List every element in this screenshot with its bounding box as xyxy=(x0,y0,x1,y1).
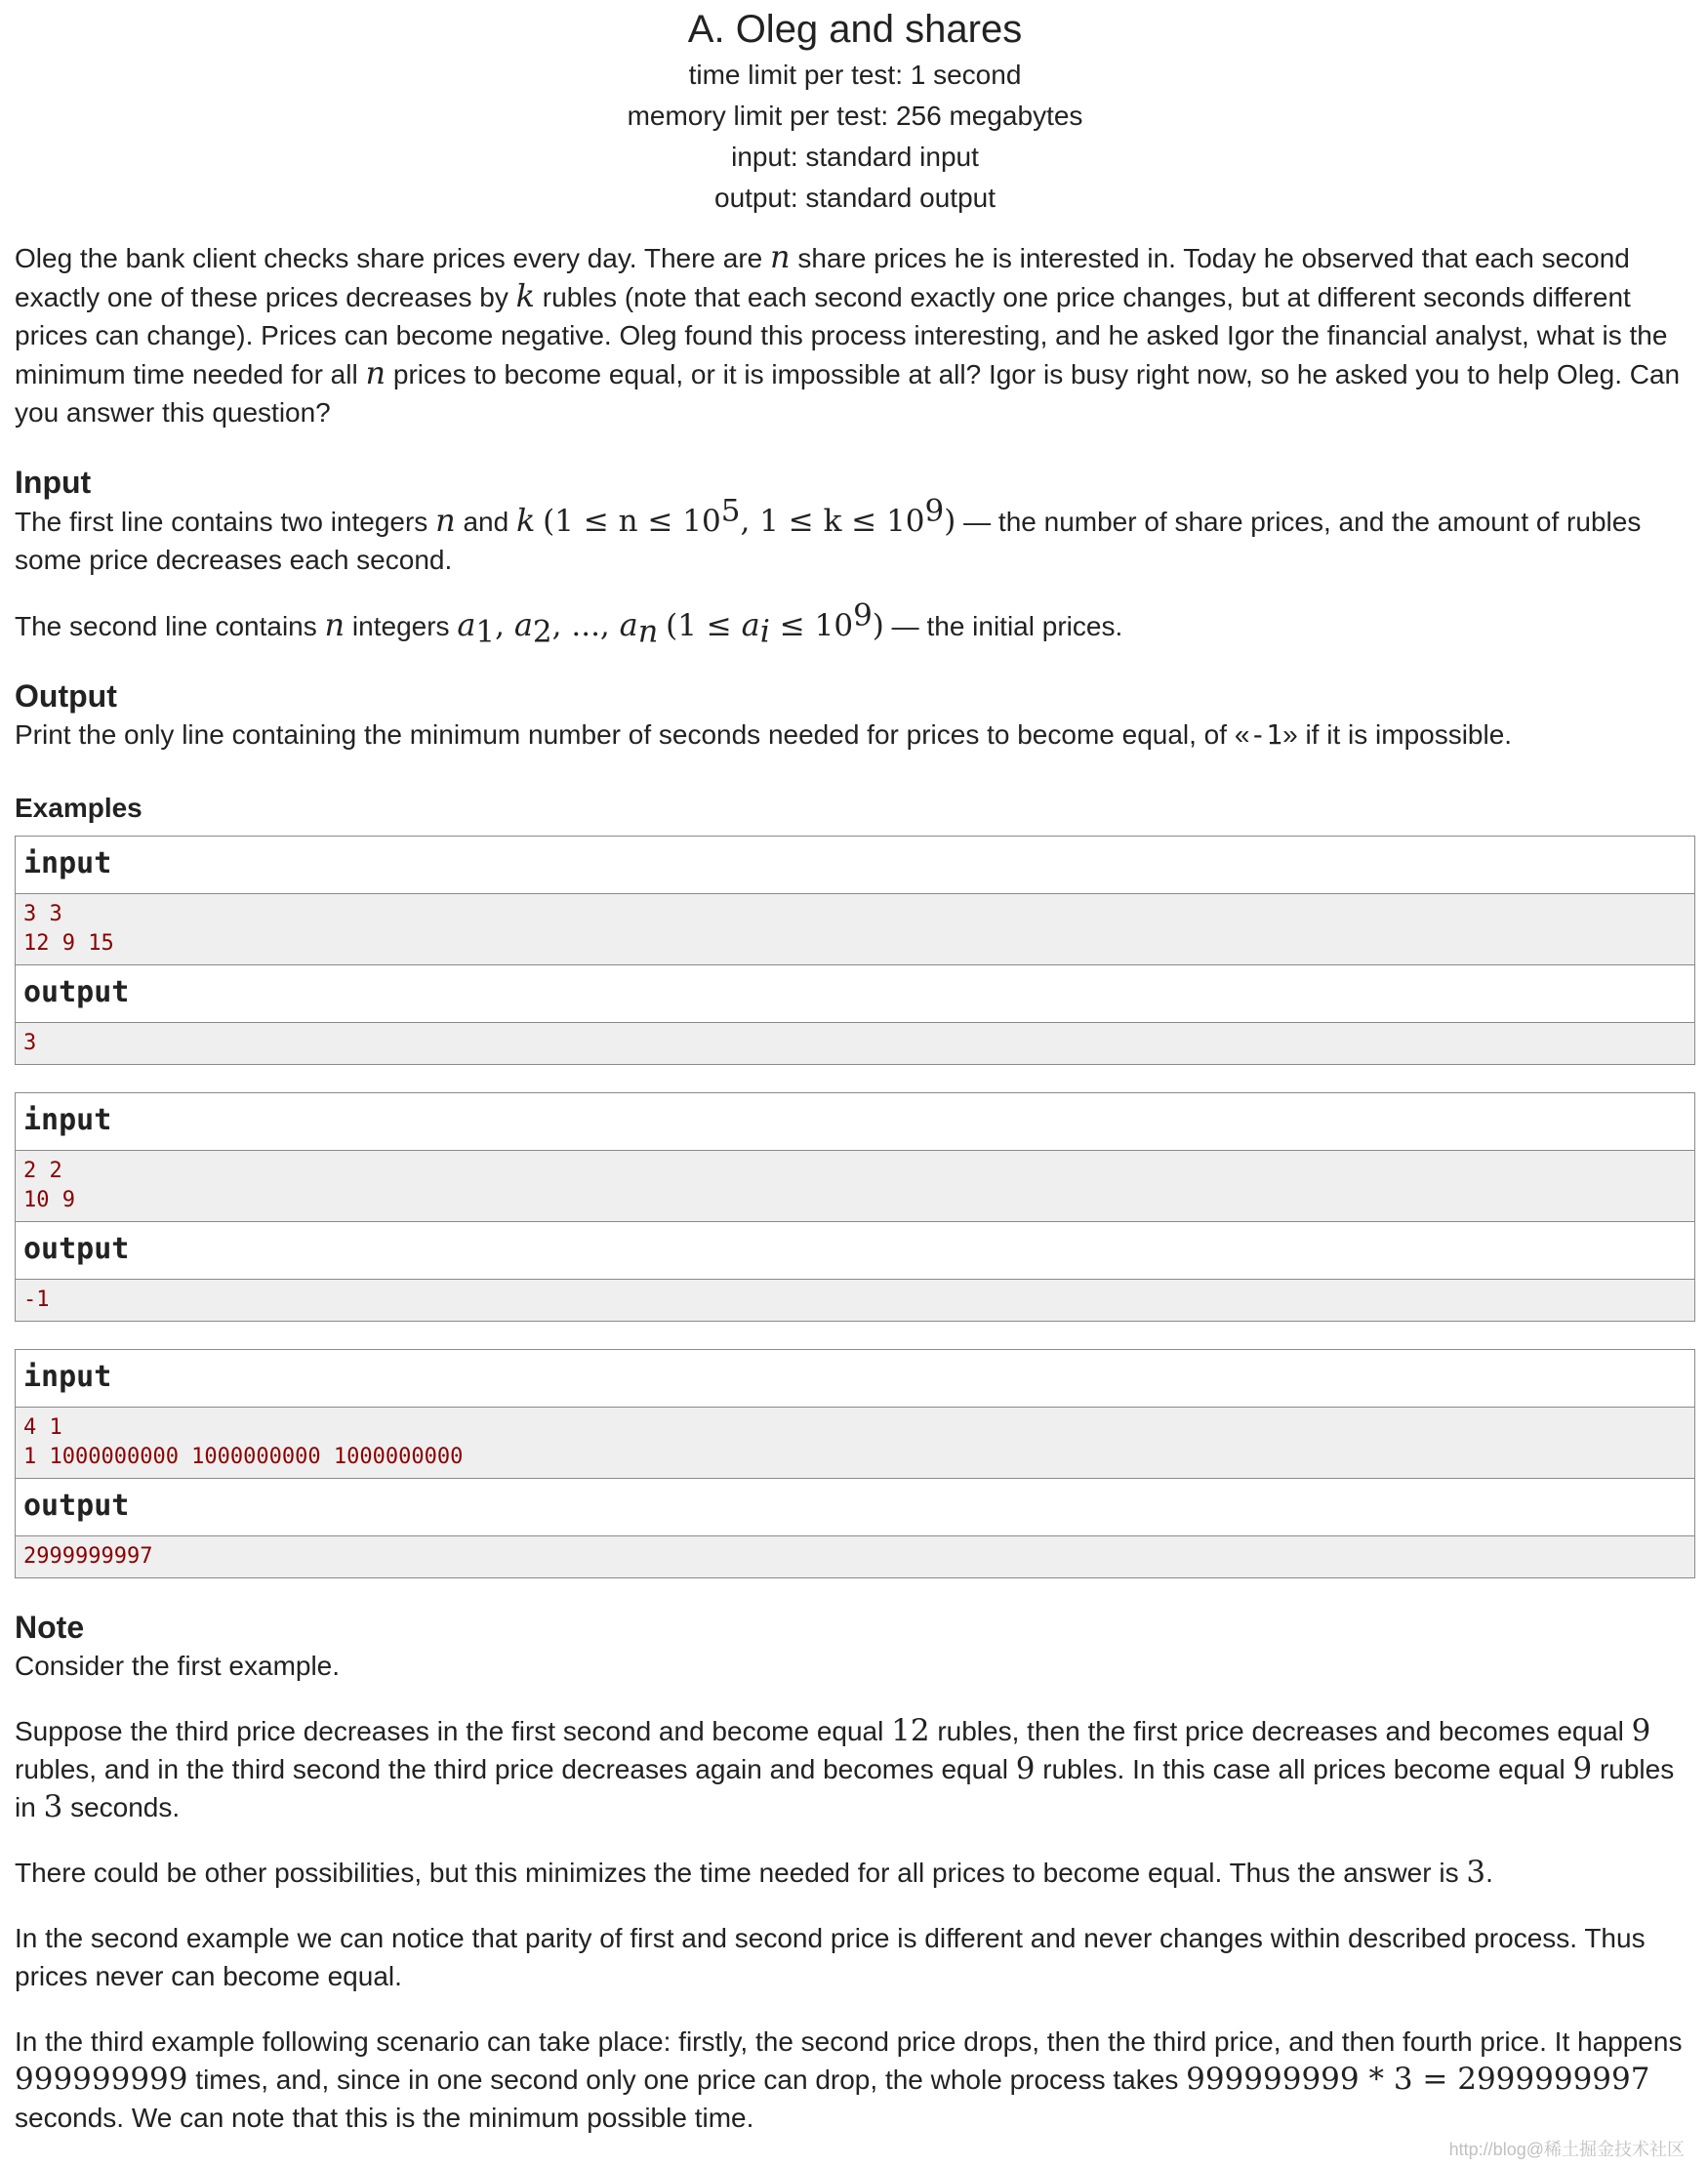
example-output-label: output xyxy=(16,1479,1694,1536)
problem-header xyxy=(15,4,1695,219)
output-section xyxy=(15,676,1695,754)
note-section xyxy=(15,1608,1695,2137)
time-limit: time limit per test: 1 second xyxy=(688,60,1022,90)
note-paragraph-4: In the second example we can notice that parity of first and second price is different and never changes within described process. Thus prices never can become equal. xyxy=(15,1923,1646,1991)
output-spec: output: standard output xyxy=(714,183,996,213)
example-output[interactable]: -1 xyxy=(16,1280,1694,1321)
note-paragraph-1: Consider the first example. xyxy=(15,1651,341,1681)
example-3 xyxy=(15,1349,1695,1578)
input-heading: Input xyxy=(15,465,92,500)
output-heading: Output xyxy=(15,678,117,714)
input-line-2: The second line contains n integers $a_1$, $a_2$, ..., $a_n$ $(1 \le a_i \le 10^9)$ — the initial prices. xyxy=(15,597,1123,650)
example-input[interactable]: 3 3 12 9 15 xyxy=(16,894,1694,965)
problem-page xyxy=(15,0,1695,2137)
examples-section xyxy=(15,791,1695,1578)
inline-code: -1 xyxy=(1249,718,1283,751)
example-input[interactable]: 4 1 1 1000000000 1000000000 1000000000 xyxy=(16,1408,1694,1479)
note-paragraph-3: There could be other possibilities, but this minimizes the time needed for all prices to become equal. Thus the answer is 3. xyxy=(15,1855,1493,1890)
input-line-1: The first line contains two integers n and k ($1 \le n \le 10^5$, $1 \le k \le 10^9$) — the number of share prices, and the amount of rubles some price decreases each second. xyxy=(15,493,1642,575)
example-2 xyxy=(15,1092,1695,1322)
note-paragraph-2: Suppose the third price decreases in the first second and become equal 12 rubles, then the first price decreases and becomes equal 9 rubles, and in the third second the third price decreases again and becomes equal 9 rubles. In this case all prices become equal 9 rubles in 3 seconds. xyxy=(15,1713,1675,1824)
output-text: Print the only line containing the minimum number of seconds needed for prices to become equal, of «-1» if it is impossible. xyxy=(15,718,1513,751)
input-section xyxy=(15,463,1695,650)
input-spec: input: standard input xyxy=(731,142,979,172)
examples-heading: Examples xyxy=(15,793,142,823)
example-input-label: input xyxy=(16,1093,1694,1151)
example-input-label: input xyxy=(16,837,1694,894)
problem-title: A. Oleg and shares xyxy=(687,8,1023,51)
example-1 xyxy=(15,836,1695,1065)
note-paragraph-5: In the third example following scenario can take place: firstly, the second price drops, then the third price, and then fourth price. It happens 999999999 times, and, since in one second only one price can drop, the whole process takes 999999999 * 3 = 2999999997 seconds. We can note that this is the minimum possible time. xyxy=(15,2026,1683,2133)
problem-statement xyxy=(15,238,1695,431)
example-output-label: output xyxy=(16,1222,1694,1280)
example-output[interactable]: 2999999997 xyxy=(16,1536,1694,1577)
example-input-label: input xyxy=(16,1350,1694,1408)
legend-paragraph: Oleg the bank client checks share prices every day. There are n share prices he is interested in. Today he observed that each second exactly one of these prices decreases by k rubles (note that each second exactly one price changes, but at different seconds different prices can change). Prices can become negative. Oleg found this process interesting, and he asked Igor the financial analyst, what is the minimum time needed for all n prices to become equal, or it is impossible at all? Igor is busy right now, so he asked you to help Oleg. Can you answer this question? xyxy=(15,238,1681,428)
memory-limit: memory limit per test: 256 megabytes xyxy=(627,101,1083,131)
note-heading: Note xyxy=(15,1610,85,1645)
example-output-label: output xyxy=(16,965,1694,1023)
example-input[interactable]: 2 2 10 9 xyxy=(16,1151,1694,1222)
example-output[interactable]: 3 xyxy=(16,1023,1694,1064)
watermark: http://blog@稀土掘金技术社区 xyxy=(1448,2140,1685,2159)
